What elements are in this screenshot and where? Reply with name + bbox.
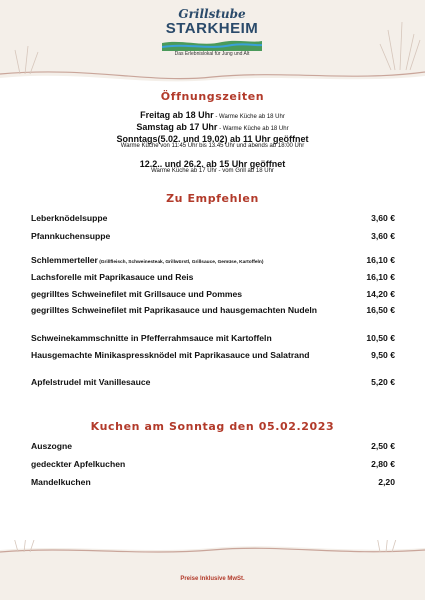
menu-item <box>31 289 395 300</box>
logo-landscape-icon <box>162 37 262 51</box>
menu-item <box>31 231 395 242</box>
menu-item-price: 3,60 € <box>371 231 395 241</box>
menu-item-price: 5,20 € <box>371 377 395 387</box>
menu-item-price: 16,10 € <box>366 272 395 282</box>
opening-hours-title: Öffnungszeiten <box>160 90 265 103</box>
menu-item-price: 16,10 € <box>366 255 395 265</box>
brand-logo <box>162 8 262 58</box>
tax-note: Preise Inklusive MwSt. <box>180 576 245 582</box>
hours-note: - Warme Küche ab 18 Uhr <box>213 114 285 120</box>
hours-kitchen-note: Warme Küche von 11:45 Uhr bis 13.45 Uhr und abends ab 18:00 Uhr <box>120 143 305 149</box>
menu-item-name: Mandelkuchen <box>31 477 91 487</box>
logo-line2: STARKHEIM <box>165 20 259 37</box>
menu-item-name: gegrilltes Schweinefilet mit Grillsauce und Pommes <box>31 289 243 299</box>
menu-item-price: 10,50 € <box>366 333 395 343</box>
menu-item <box>31 441 395 452</box>
grass-icon <box>380 22 420 70</box>
menu-item-price: 2,50 € <box>371 441 395 451</box>
logo-tagline: Das Erlebnislokal für Jung und Alt <box>174 51 250 57</box>
menu-item-price: 14,20 € <box>366 289 395 299</box>
menu-item <box>31 305 395 316</box>
menu-item-name: gedeckter Apfelkuchen <box>31 459 126 469</box>
menu-item <box>31 350 395 361</box>
menu-item-price: 16,50 € <box>366 305 395 315</box>
hours-day: Sonntags(5.02. und 19.02) ab 11 Uhr geöffnet <box>116 134 309 144</box>
menu-item-name: Auszogne <box>31 441 73 451</box>
menu-item-name: Lachsforelle mit Paprikasauce und Reis <box>31 272 194 282</box>
menu-item <box>31 272 395 283</box>
recommend-title: Zu Empfehlen <box>166 192 259 205</box>
menu-item-note: (Grillfleisch, Schweinesteak, Grillwürstl, Grillsauce, Gemüse, Kartoffeln) <box>97 260 264 265</box>
menu-item <box>31 255 395 269</box>
menu-item-name: Apfelstrudel mit Vanillesauce <box>31 377 151 387</box>
hours-day: Samstag ab 17 Uhr <box>136 122 218 132</box>
menu-item <box>31 459 395 470</box>
menu-item-name: Hausgemachte Minikaspressknödel mit Paprikasauce und Salatrand <box>31 350 310 360</box>
menu-item <box>31 477 395 488</box>
hours-day: Freitag ab 18 Uhr <box>140 110 214 120</box>
menu-item-name: Pfannkuchensuppe <box>31 231 111 241</box>
menu-item-price: 2,80 € <box>371 459 395 469</box>
footer-wave-decoration <box>0 540 425 600</box>
menu-item <box>31 213 395 224</box>
menu-item-name: Schlemmerteller <box>31 255 98 265</box>
menu-item-name: Schweinekammschnitte in Pfefferrahmsauce mit Kartoffeln <box>31 333 272 343</box>
menu-item-price: 2,20 <box>378 477 395 487</box>
hours-note: - Warme Küche ab 18 Uhr <box>217 126 289 132</box>
logo-line1: Grillstube <box>178 7 246 21</box>
menu-item-name: gegrilltes Schweinefilet mit Paprikasauce und hausgemachten Nudeln <box>31 305 318 315</box>
cakes-title: Kuchen am Sonntag den 05.02.2023 <box>90 420 335 433</box>
menu-item-name: Leberknödelsuppe <box>31 213 108 223</box>
menu-item <box>31 333 395 344</box>
hours-day: 12.2.. und 26.2. ab 15 Uhr geöffnet <box>139 159 286 169</box>
hours-kitchen-note: Warme Küche ab 17 Uhr - vom Grill ab 18 Uhr <box>151 168 274 174</box>
menu-item-price: 9,50 € <box>371 350 395 360</box>
menu-item-price: 3,60 € <box>371 213 395 223</box>
footer-band <box>0 540 425 600</box>
menu-item <box>31 377 395 388</box>
